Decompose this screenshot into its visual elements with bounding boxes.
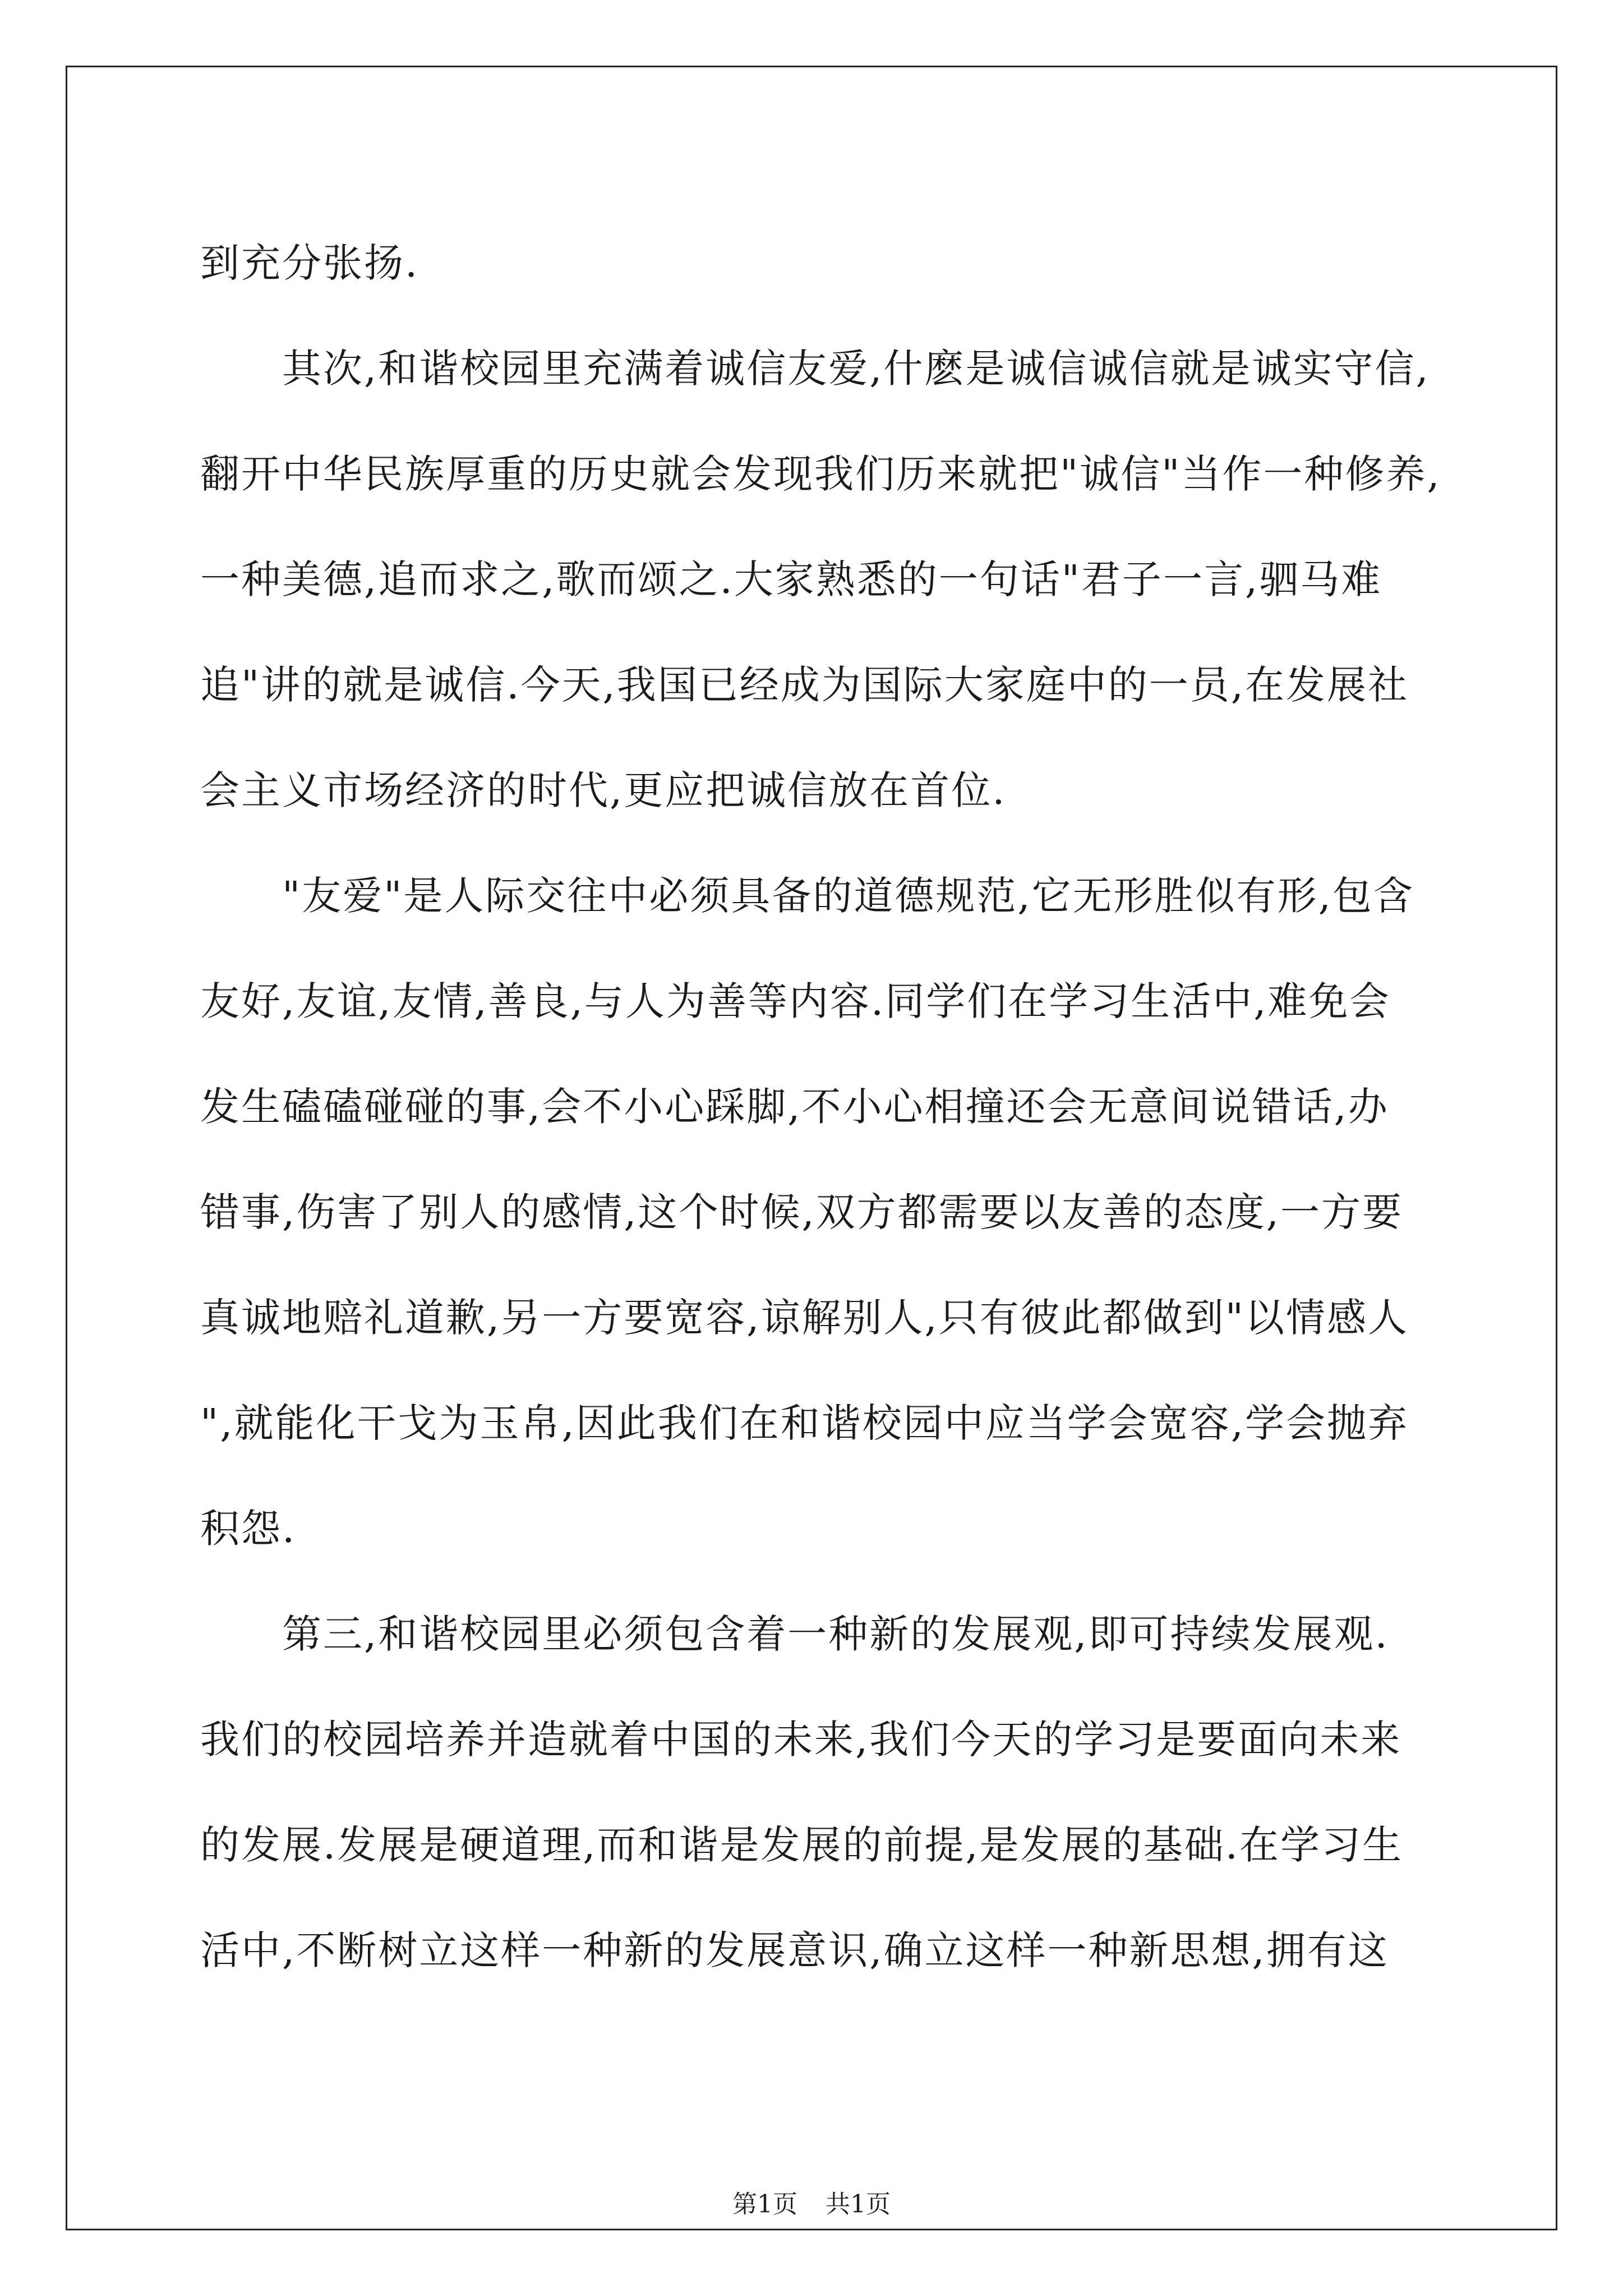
text-line: 第三,和谐校园里必须包含着一种新的发展观,即可持续发展观. [200, 1611, 1389, 1657]
page-footer [0, 2188, 1623, 2221]
text-line: 友好,友谊,友情,善良,与人为善等内容.同学们在学习生活中,难免会 [200, 978, 1391, 1024]
text-line: 活中,不断树立这样一种新的发展意识,确立这样一种新思想,拥有这 [200, 1927, 1389, 1973]
text-line: 我们的校园培养并造就着中国的未来,我们今天的学习是要面向未来 [200, 1717, 1402, 1763]
text-line: "友爱"是人际交往中必须具备的道德规范,它无形胜似有形,包含 [200, 873, 1414, 919]
text-line: 一种美德,追而求之,歌而颂之.大家熟悉的一句话"君子一言,驷马难 [200, 556, 1382, 602]
text-line: 会主义市场经济的时代,更应把诚信放在首位. [200, 767, 1007, 813]
document-body [200, 210, 1441, 2003]
text-line: ",就能化干戈为玉帛,因此我们在和谐校园中应当学会宽容,学会抛弃 [200, 1400, 1409, 1446]
text-line: 错事,伤害了别人的感情,这个时候,双方都需要以友善的态度,一方要 [200, 1189, 1404, 1235]
text-line: 到充分张扬. [200, 240, 419, 286]
text-line: 翻开中华民族厚重的历史就会发现我们历来就把"诚信"当作一种修养, [200, 451, 1441, 497]
text-line: 追"讲的就是诚信.今天,我国已经成为国际大家庭中的一员,在发展社 [200, 662, 1409, 708]
text-line: 其次,和谐校园里充满着诚信友爱,什麽是诚信诚信就是诚实守信, [200, 346, 1430, 392]
page-number-current: 第1页 [732, 2190, 797, 2219]
page-number-total: 共1页 [826, 2190, 891, 2219]
text-line: 发生磕磕碰碰的事,会不小心踩脚,不小心相撞还会无意间说错话,办 [200, 1084, 1389, 1130]
text-line: 真诚地赔礼道歉,另一方要宽容,谅解别人,只有彼此都做到"以情感人 [200, 1295, 1409, 1341]
text-line: 积怨. [200, 1506, 297, 1552]
text-line: 的发展.发展是硬道理,而和谐是发展的前提,是发展的基础.在学习生 [200, 1822, 1404, 1868]
